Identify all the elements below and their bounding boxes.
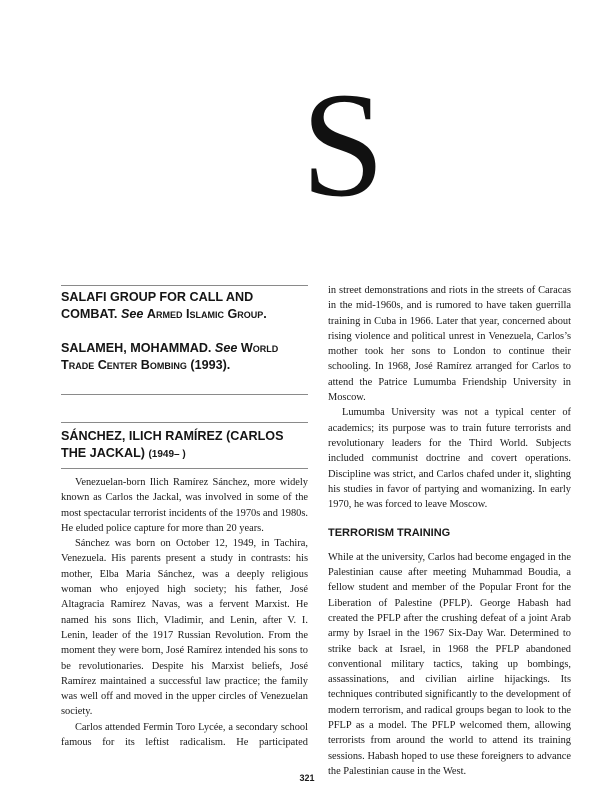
section-subheading: TERRORISM TRAINING [328, 527, 451, 540]
entry-headword: SÁNCHEZ, ILICH RAMÍREZ (CARLOS THE JACKAL) [61, 429, 284, 460]
entry-salameh [61, 340, 311, 374]
entry-headword: SALAMEH, MOHAMMAD. [61, 341, 212, 355]
paragraph: in street demonstrations and riots in the streets of Caracas in the mid-1960s, and is rumored to have taken guerrilla training in Cuba in 1966. Later that year, concerned about rising violence and political unrest in Venezuela, Carlos’s mother took her sons to London to continue their schooling. In 1968, José Ramírez arranged for Carlos to attend the Patrice Lumumba Friendship University in Moscow. [328, 285, 571, 404]
left-column-body [61, 475, 308, 750]
see-label: See [214, 341, 238, 355]
divider [61, 394, 308, 395]
right-column-body [328, 283, 571, 779]
paragraph: Venezuelan-born Ilich Ramírez Sánchez, more widely known as Carlos the Jackal, was involved in some of the most spectacular terrorist incidents of the 1970s and 1980s. He eluded police capture for more than 20 years. [61, 477, 308, 534]
entry-dates: (1949– ) [148, 449, 186, 460]
chapter-letter: S [301, 62, 385, 228]
divider [61, 422, 308, 423]
divider [61, 468, 308, 469]
paragraph: Sánchez was born on October 12, 1949, in Tachira, Venezuela. His parents present a study in contrasts: his mother, Elba Maria Sánchez, was a deeply religious woman who enjoyed high society; his father, José Altagracia Ramírez Navas, was a fervent Marxist. He named his sons Ilich, Vladimir, and Lenin, after V. I. Lenin, leader of the 1917 Russian Revolution. From the moment they were born, José Ramírez intended his sons to be revolutionaries. Despite his Marxist beliefs, José Ramírez maintained a successful law practice; the family was well off and moved in the upper circles of Venezuelan society. [61, 538, 308, 718]
paragraph: Carlos attended Fermin Toro Lycée, a secondary school famous for its leftist radicalism. He participated [61, 721, 308, 749]
cross-reference-tail: (1993). [190, 358, 231, 372]
entry-salafi-group [61, 289, 311, 323]
cross-reference-link[interactable]: Armed Islamic Group. [146, 307, 267, 321]
page-number: 321 [299, 773, 315, 783]
see-label: See [120, 307, 144, 321]
paragraph: Lumumba University was not a typical center of academics; its purpose was to train future terrorists and revolutionary leaders for the Third World. Subjects included communist doctrine and covert operations. Discipline was strict, and Carlos chafed under it, slighting his studies in favor of partying and womanizing. In early 1970, he was forced to leave Moscow. [328, 407, 571, 511]
cross-reference-link[interactable]: World Trade Center Bombing [61, 341, 279, 372]
paragraph: While at the university, Carlos had become engaged in the Palestinian cause after meeting Muhammad Boudia, a fellow student and member of the Popular Front for the Liberation of Palestine (PFLP). George Habash had created the PFLP after the crushing defeat of a joint Arab army by Israel in the 1967 Six-Day War. Determined to strike back at Israel, in 1968 the PFLP abandoned conventional military tactics, taking up bombings, assassinations, and civilian airline hijackings. Its techniques contributed significantly to the development of modern terrorism, and radical groups began to look to the PFLP as a model. The PFLP welcomed them, allowing terrorists from around the world to attend its training sessions. Habash hoped to use these foreigners to advance the Palestinian cause in the West. [328, 551, 571, 777]
entry-headword: SALAFI GROUP FOR CALL AND COMBAT. [61, 290, 254, 321]
entry-sanchez [61, 428, 311, 463]
divider [61, 285, 308, 286]
